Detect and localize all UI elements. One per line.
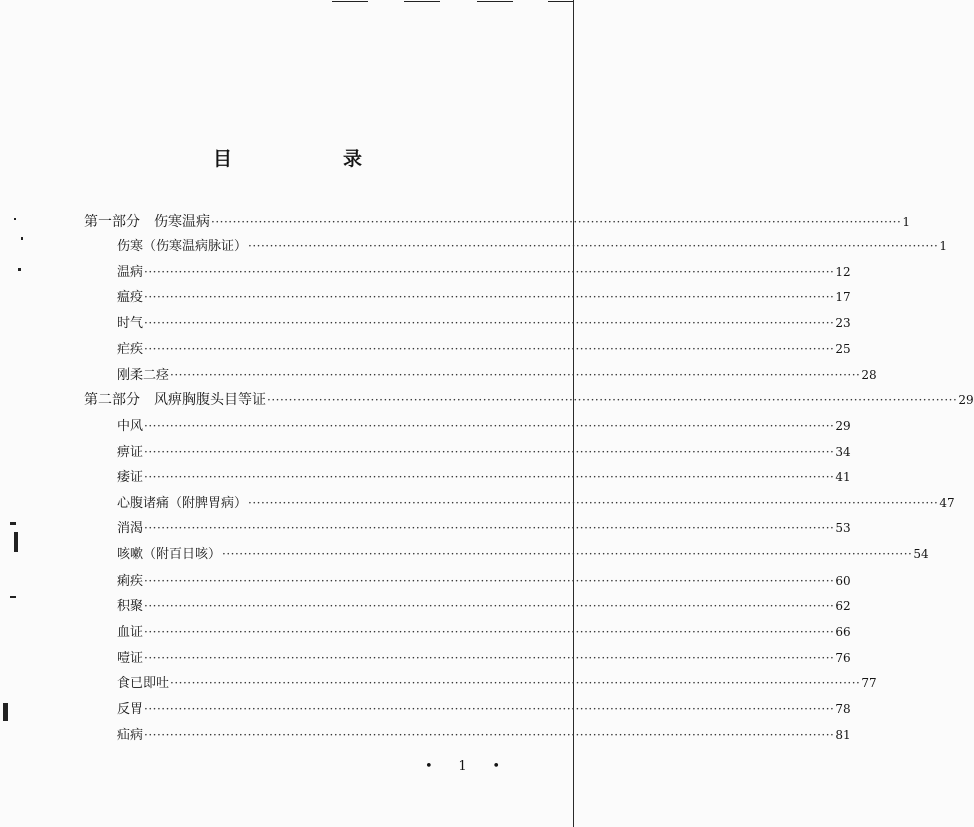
footer-bullet: • [425,759,433,774]
toc-entry-page: 54 [913,547,929,561]
toc-leader-dots: ································································································································································ [144,521,835,535]
scan-speck [21,237,23,240]
scan-top-rule [332,1,368,2]
scan-speck [14,218,16,220]
toc-part-entry [84,211,910,231]
toc-leader-dots: ································································································································································ [211,215,902,229]
toc-entry-page: 29 [835,419,851,433]
toc-entry-page: 60 [835,574,851,588]
footer-bullet: • [492,759,500,774]
toc-entry [117,261,851,281]
toc-entry-title: 第一部分 伤寒温病 [84,214,210,230]
toc-entry-title: 噎证 [117,651,144,666]
toc-entry-page: 41 [835,470,851,484]
toc-entry [117,724,851,744]
page-footer [425,759,500,774]
toc-leader-dots: ································································································································································ [144,625,835,639]
toc-entry [117,672,877,692]
footer-page-number: 1 [458,759,467,774]
scan-speck [3,703,8,721]
toc-entry-title: 疝病 [117,728,144,743]
toc-entry [117,570,851,590]
toc-entry [117,441,851,461]
toc-entry-page: 23 [835,316,851,330]
toc-entry [117,595,851,615]
toc-entry-page: 53 [835,521,851,535]
toc-leader-dots: ································································································································································ [144,470,835,484]
toc-entry [117,517,851,537]
toc-entry-title: 刚柔二痉 [117,368,170,383]
toc-entry-page: 76 [835,651,851,665]
toc-leader-dots: ································································································································································ [248,239,939,253]
toc-leader-dots: ································································································································································ [144,651,835,665]
scan-speck [14,532,18,552]
toc-entry [117,698,851,718]
toc-entry [117,647,851,667]
toc-entry [117,621,851,641]
toc-entry-title: 反胃 [117,702,144,717]
toc-leader-dots: ································································································································································ [267,393,958,407]
page-title: 目 录 [212,148,408,170]
toc-leader-dots: ································································································································································ [144,445,835,459]
toc-entry-page: 17 [835,290,851,304]
scan-top-rule [404,1,440,2]
toc-leader-dots: ································································································································································ [144,419,835,433]
toc-entry-page: 25 [835,342,851,356]
toc-leader-dots: ································································································································································ [144,728,835,742]
toc-entry-title: 瘟疫 [117,290,144,305]
toc-entry-page: 29 [958,393,974,407]
toc-entry-title: 咳嗽（附百日咳） [117,547,222,562]
toc-entry [117,466,851,486]
toc-entry-title: 痿证 [117,470,144,485]
toc-entry [117,415,851,435]
toc-entry-page: 1 [902,215,910,229]
toc-entry-title: 第二部分 风痹胸腹头目等证 [84,392,266,408]
toc-entry-page: 28 [861,368,877,382]
toc-entry [117,286,851,306]
toc-entry [117,338,851,358]
toc-entry-page: 34 [835,445,851,459]
scan-top-rule [477,1,513,2]
toc-leader-dots: ································································································································································ [144,316,835,330]
toc-entry-title: 疟疾 [117,342,144,357]
toc-entry-title: 积聚 [117,599,144,614]
toc-entry-page: 62 [835,599,851,613]
toc-leader-dots: ································································································································································ [170,368,861,382]
toc-entry-page: 77 [861,676,877,690]
toc-leader-dots: ································································································································································ [144,702,835,716]
toc-entry-page: 78 [835,702,851,716]
toc-part-entry [84,389,974,409]
toc-entry-page: 1 [939,239,947,253]
toc-entry-page: 47 [939,496,955,510]
toc-leader-dots: ································································································································································ [248,496,939,510]
toc-entry-title: 痢疾 [117,574,144,589]
toc-entry-title: 中风 [117,419,144,434]
toc-entry-title: 血证 [117,625,144,640]
scan-top-rule [548,1,574,2]
scan-speck [10,522,16,525]
scan-speck [10,596,16,598]
toc-entry [117,492,955,512]
toc-entry-page: 66 [835,625,851,639]
toc-entry [117,543,929,563]
toc-entry-title: 痹证 [117,445,144,460]
scan-speck [18,268,21,271]
toc-entry-title: 时气 [117,316,144,331]
toc-leader-dots: ································································································································································ [170,676,861,690]
toc-leader-dots: ································································································································································ [222,547,913,561]
toc-entry-title: 伤寒（伤寒温病脉证） [117,239,248,254]
toc-entry [117,364,877,384]
toc-entry-page: 81 [835,728,851,742]
toc-entry-title: 食已即吐 [117,676,170,691]
toc-leader-dots: ································································································································································ [144,599,835,613]
toc-entry [117,235,947,255]
toc-entry [117,312,851,332]
toc-leader-dots: ································································································································································ [144,342,835,356]
toc-entry-title: 消渴 [117,521,144,536]
toc-leader-dots: ································································································································································ [144,265,835,279]
toc-entry-title: 心腹诸痛（附脾胃病） [117,496,248,511]
toc-leader-dots: ································································································································································ [144,290,835,304]
toc-entry-page: 12 [835,265,851,279]
toc-leader-dots: ································································································································································ [144,574,835,588]
toc-entry-title: 温病 [117,265,144,280]
